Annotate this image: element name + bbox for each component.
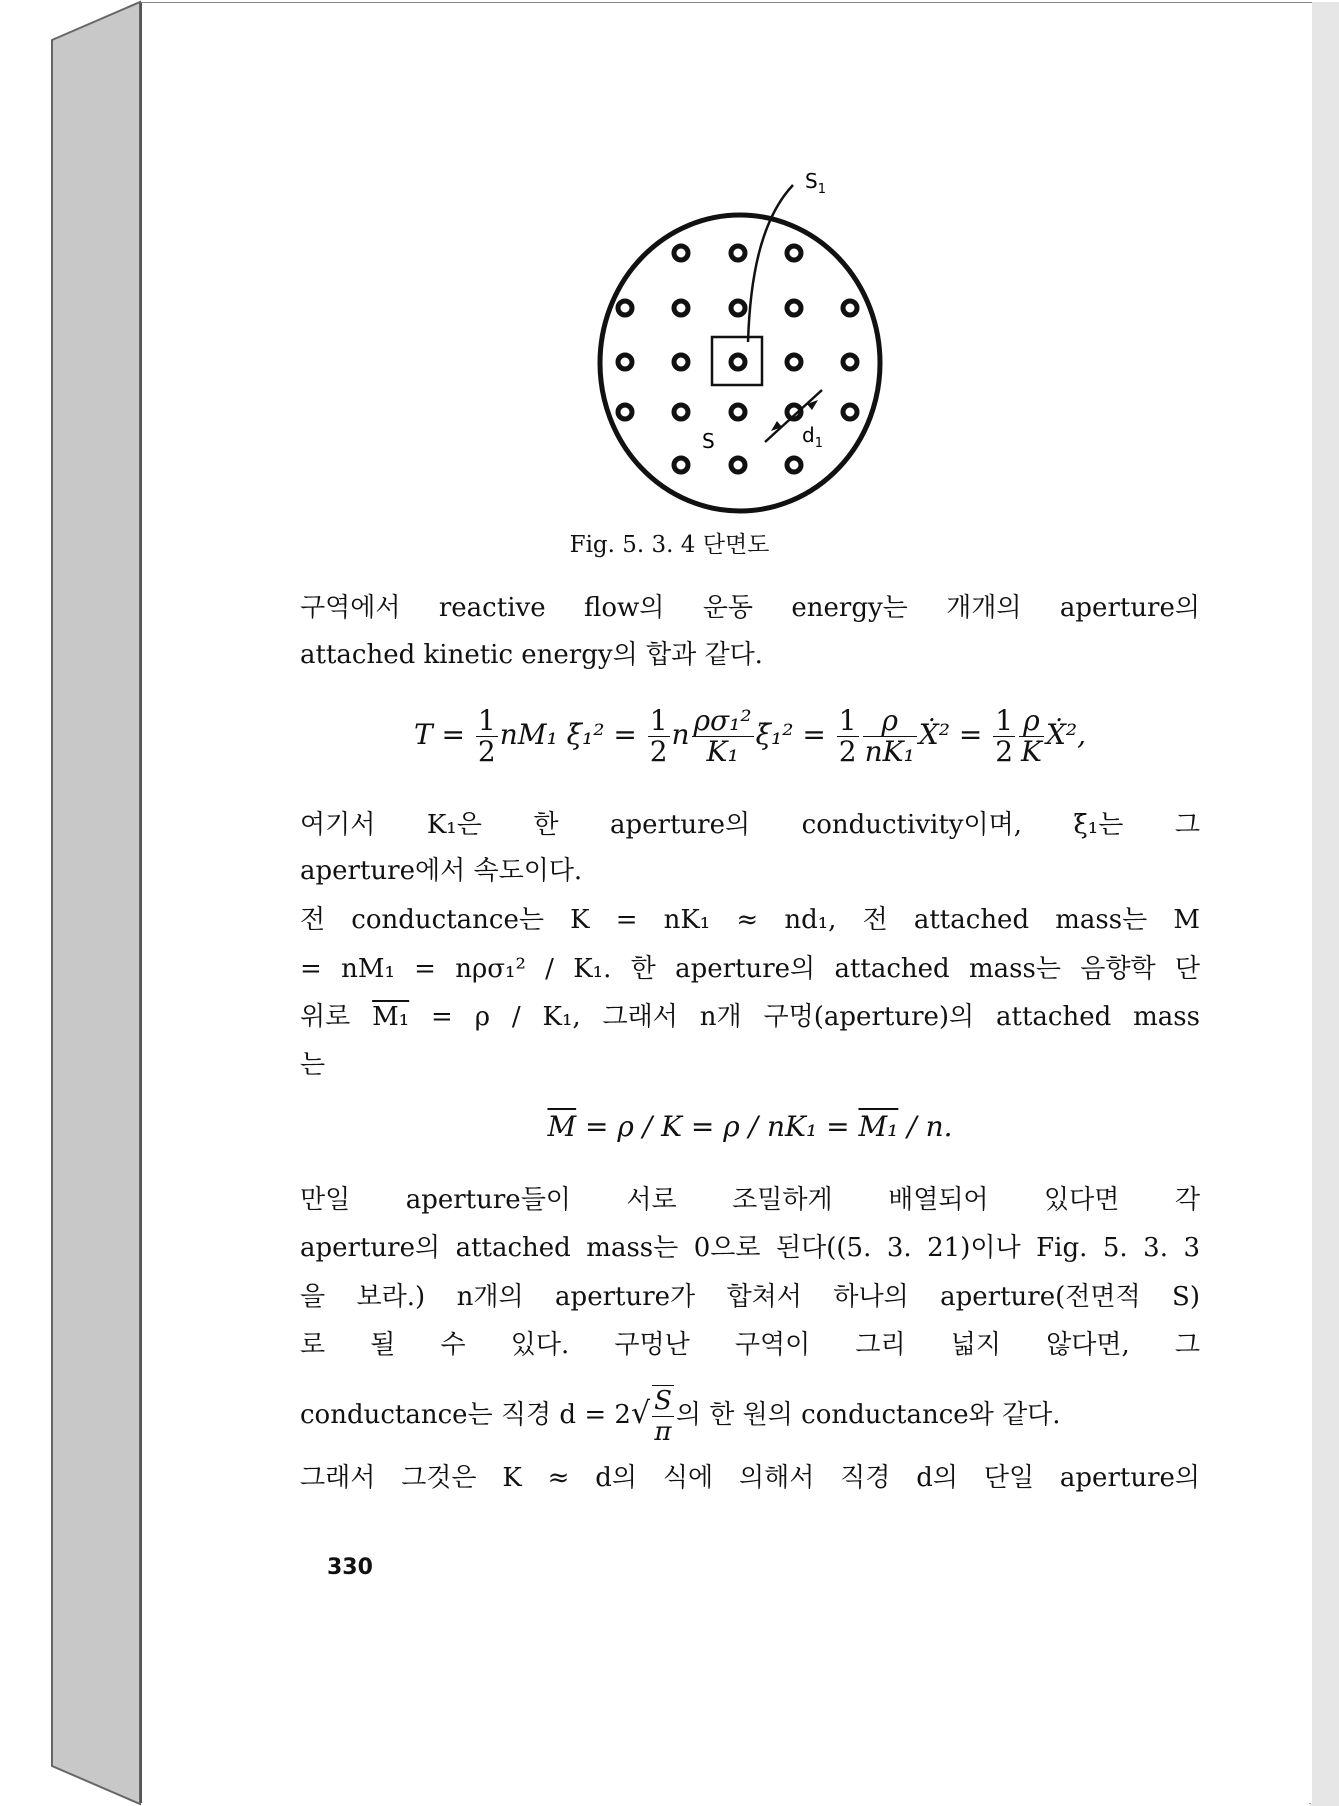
label-s1: $S_1$ [805, 169, 826, 197]
text-line: 위로 M₁ = ρ / K₁, 그래서 n개 구멍(aperture)의 attached mass [300, 1002, 1200, 1032]
equation-attached-mass: $\overline{M} = \rho / K = \rho / nK_1 = M_1 / n$. [547, 1110, 953, 1143]
text-line: 여기서 K₁은 한 aperture의 conductivity이며, ξ̇₁는 그 [300, 810, 1200, 840]
page-number: 330 [327, 1555, 373, 1580]
text-line: 을 보라.) n개의 aperture가 합쳐서 하나의 aperture(전면적 S) [300, 1282, 1200, 1312]
text-line: aperture에서 속도이다. [300, 856, 583, 886]
text-line-with-root: conductance는 직경 d = 2√ $\frac{S}{\pi}$ 의 한 원의 conductance와 같다. [300, 1386, 1061, 1447]
text-line: 만일 aperture들이 서로 조밀하게 배열되어 있다면 각 [300, 1185, 1200, 1215]
text-line: 로 될 수 있다. 구멍난 구역이 그리 넓지 않다면, 그 [300, 1330, 1200, 1360]
text-line: 전 conductance는 K = nK₁ ≈ nd₁, 전 attached mass는 M [300, 905, 1200, 935]
unit-cell-box [712, 337, 762, 385]
text-line: = nM₁ = nρσ₁² / K₁. 한 aperture의 attached mass는 음향학 단 [300, 954, 1200, 984]
cross-section-figure [560, 160, 940, 520]
label-s: S [702, 429, 715, 453]
text-line: 그래서 그것은 K ≈ d의 식에 의해서 직경 d의 단일 aperture의 [300, 1463, 1200, 1493]
label-d1: $d_1$ [802, 423, 823, 451]
text-line: attached kinetic energy의 합과 같다. [300, 640, 763, 670]
figure-caption: Fig. 5. 3. 4 단면도 [569, 532, 770, 558]
text-line: 는 [300, 1050, 326, 1080]
equation-kinetic-energy: T = $\frac{1}{2}$ nM₁ ξ̇₁² = $\frac{1}{2}$ n $\frac{\text{ρσ₁²}}{\text{K₁}}$ ξ̇₁² = $\frac{1}{2}$ $\frac{\rho}{\text{nK₁}}$ Ẋ² = $\frac{1}{2}$ $\frac{\rho}{K}$ Ẋ², [413, 704, 1087, 768]
text-line: 구역에서 reactive flow의 운동 energy는 개개의 aperture의 [300, 593, 1200, 623]
text-line: aperture의 attached mass는 0으로 된다((5. 3. 21)이나 Fig. 5. 3. 3 [300, 1233, 1200, 1263]
